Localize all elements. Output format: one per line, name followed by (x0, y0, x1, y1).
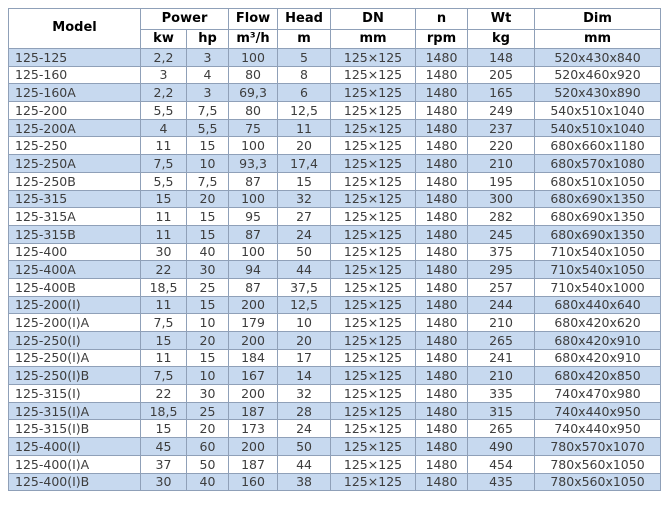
table-row (9, 349, 661, 367)
table-row (9, 385, 661, 403)
dim-cell: 520x430x890 (535, 84, 661, 102)
n-cell: 1480 (416, 49, 468, 67)
model-cell: 125-200(I)A (9, 314, 141, 332)
power-kw-cell: 11 (141, 137, 187, 155)
table-row (9, 84, 661, 102)
flow-cell: 95 (229, 208, 278, 226)
dn-cell: 125×125 (331, 367, 416, 385)
wt-cell: 490 (468, 438, 535, 456)
dim-cell: 520x430x840 (535, 49, 661, 67)
dn-cell: 125×125 (331, 385, 416, 403)
dn-cell: 125×125 (331, 420, 416, 438)
power-kw-cell: 2,2 (141, 49, 187, 67)
table-row (9, 172, 661, 190)
flow-cell: 179 (229, 314, 278, 332)
table-row (9, 402, 661, 420)
flow-cell: 187 (229, 402, 278, 420)
table-row (9, 278, 661, 296)
model-cell: 125-250B (9, 172, 141, 190)
flow-cell: 187 (229, 455, 278, 473)
model-cell: 125-250(I)B (9, 367, 141, 385)
power-hp-cell: 10 (187, 155, 229, 173)
model-cell: 125-400B (9, 278, 141, 296)
wt-cell: 454 (468, 455, 535, 473)
power-hp-cell: 10 (187, 314, 229, 332)
power-kw-cell: 7,5 (141, 314, 187, 332)
table-body (9, 49, 661, 491)
n-cell: 1480 (416, 367, 468, 385)
power-kw-cell: 15 (141, 332, 187, 350)
dn-cell: 125×125 (331, 332, 416, 350)
header-unit-n: rpm (416, 30, 468, 49)
head-cell: 8 (278, 66, 331, 84)
n-cell: 1480 (416, 172, 468, 190)
dn-cell: 125×125 (331, 225, 416, 243)
pump-spec-table (8, 8, 661, 491)
table-row (9, 314, 661, 332)
power-kw-cell: 7,5 (141, 155, 187, 173)
header-n: n (416, 9, 468, 30)
table-row (9, 367, 661, 385)
wt-cell: 375 (468, 243, 535, 261)
power-hp-cell: 30 (187, 385, 229, 403)
wt-cell: 282 (468, 208, 535, 226)
wt-cell: 244 (468, 296, 535, 314)
power-hp-cell: 3 (187, 49, 229, 67)
power-kw-cell: 4 (141, 119, 187, 137)
power-hp-cell: 25 (187, 402, 229, 420)
flow-cell: 94 (229, 261, 278, 279)
head-cell: 12,5 (278, 102, 331, 120)
power-kw-cell: 22 (141, 261, 187, 279)
n-cell: 1480 (416, 190, 468, 208)
dn-cell: 125×125 (331, 278, 416, 296)
head-cell: 24 (278, 225, 331, 243)
power-kw-cell: 15 (141, 190, 187, 208)
model-cell: 125-200(I) (9, 296, 141, 314)
power-hp-cell: 25 (187, 278, 229, 296)
table-row (9, 243, 661, 261)
head-cell: 37,5 (278, 278, 331, 296)
dn-cell: 125×125 (331, 155, 416, 173)
power-kw-cell: 15 (141, 420, 187, 438)
power-hp-cell: 20 (187, 190, 229, 208)
head-cell: 20 (278, 137, 331, 155)
flow-cell: 200 (229, 438, 278, 456)
head-cell: 12,5 (278, 296, 331, 314)
dn-cell: 125×125 (331, 402, 416, 420)
power-hp-cell: 7,5 (187, 172, 229, 190)
n-cell: 1480 (416, 314, 468, 332)
flow-cell: 75 (229, 119, 278, 137)
power-hp-cell: 7,5 (187, 102, 229, 120)
dim-cell: 740x440x950 (535, 420, 661, 438)
dim-cell: 520x460x920 (535, 66, 661, 84)
dim-cell: 680x510x1050 (535, 172, 661, 190)
table-row (9, 66, 661, 84)
power-kw-cell: 22 (141, 385, 187, 403)
dim-cell: 780x560x1050 (535, 455, 661, 473)
head-cell: 44 (278, 455, 331, 473)
power-hp-cell: 15 (187, 208, 229, 226)
table-row (9, 137, 661, 155)
dim-cell: 680x690x1350 (535, 208, 661, 226)
power-kw-cell: 45 (141, 438, 187, 456)
power-hp-cell: 60 (187, 438, 229, 456)
model-cell: 125-315B (9, 225, 141, 243)
dn-cell: 125×125 (331, 66, 416, 84)
flow-cell: 200 (229, 296, 278, 314)
table-row (9, 102, 661, 120)
n-cell: 1480 (416, 278, 468, 296)
head-cell: 32 (278, 385, 331, 403)
table-row (9, 438, 661, 456)
power-hp-cell: 4 (187, 66, 229, 84)
table-row (9, 420, 661, 438)
header-unit-dn: mm (331, 30, 416, 49)
table-row (9, 225, 661, 243)
dn-cell: 125×125 (331, 296, 416, 314)
dn-cell: 125×125 (331, 102, 416, 120)
power-kw-cell: 5,5 (141, 172, 187, 190)
n-cell: 1480 (416, 243, 468, 261)
wt-cell: 265 (468, 332, 535, 350)
n-cell: 1480 (416, 66, 468, 84)
model-cell: 125-250(I)A (9, 349, 141, 367)
dim-cell: 680x690x1350 (535, 190, 661, 208)
dim-cell: 680x420x910 (535, 349, 661, 367)
power-kw-cell: 5,5 (141, 102, 187, 120)
dim-cell: 680x690x1350 (535, 225, 661, 243)
header-unit-dim: mm (535, 30, 661, 49)
model-cell: 125-315(I)A (9, 402, 141, 420)
n-cell: 1480 (416, 137, 468, 155)
head-cell: 6 (278, 84, 331, 102)
power-kw-cell: 3 (141, 66, 187, 84)
dn-cell: 125×125 (331, 208, 416, 226)
header-row-titles (9, 9, 661, 30)
wt-cell: 210 (468, 155, 535, 173)
wt-cell: 205 (468, 66, 535, 84)
power-kw-cell: 37 (141, 455, 187, 473)
n-cell: 1480 (416, 438, 468, 456)
wt-cell: 245 (468, 225, 535, 243)
flow-cell: 87 (229, 278, 278, 296)
table-row (9, 208, 661, 226)
header-flow: Flow (229, 9, 278, 30)
n-cell: 1480 (416, 402, 468, 420)
model-cell: 125-400(I)A (9, 455, 141, 473)
flow-cell: 93,3 (229, 155, 278, 173)
power-hp-cell: 15 (187, 225, 229, 243)
dn-cell: 125×125 (331, 473, 416, 491)
power-hp-cell: 15 (187, 349, 229, 367)
power-hp-cell: 5,5 (187, 119, 229, 137)
flow-cell: 69,3 (229, 84, 278, 102)
power-hp-cell: 30 (187, 261, 229, 279)
table-header (9, 9, 661, 49)
flow-cell: 80 (229, 102, 278, 120)
model-cell: 125-315A (9, 208, 141, 226)
head-cell: 10 (278, 314, 331, 332)
n-cell: 1480 (416, 349, 468, 367)
head-cell: 14 (278, 367, 331, 385)
model-cell: 125-250(I) (9, 332, 141, 350)
dn-cell: 125×125 (331, 172, 416, 190)
model-cell: 125-125 (9, 49, 141, 67)
wt-cell: 249 (468, 102, 535, 120)
flow-cell: 160 (229, 473, 278, 491)
flow-cell: 87 (229, 172, 278, 190)
head-cell: 50 (278, 243, 331, 261)
model-cell: 125-400(I)B (9, 473, 141, 491)
power-hp-cell: 40 (187, 473, 229, 491)
wt-cell: 220 (468, 137, 535, 155)
power-kw-cell: 11 (141, 349, 187, 367)
head-cell: 20 (278, 332, 331, 350)
wt-cell: 300 (468, 190, 535, 208)
wt-cell: 148 (468, 49, 535, 67)
flow-cell: 100 (229, 137, 278, 155)
header-dim: Dim (535, 9, 661, 30)
flow-cell: 100 (229, 190, 278, 208)
n-cell: 1480 (416, 155, 468, 173)
table-row (9, 190, 661, 208)
wt-cell: 315 (468, 402, 535, 420)
n-cell: 1480 (416, 385, 468, 403)
flow-cell: 80 (229, 66, 278, 84)
dim-cell: 680x440x640 (535, 296, 661, 314)
n-cell: 1480 (416, 332, 468, 350)
n-cell: 1480 (416, 84, 468, 102)
power-hp-cell: 20 (187, 332, 229, 350)
dim-cell: 680x420x620 (535, 314, 661, 332)
power-kw-cell: 18,5 (141, 402, 187, 420)
power-kw-cell: 7,5 (141, 367, 187, 385)
n-cell: 1480 (416, 208, 468, 226)
n-cell: 1480 (416, 455, 468, 473)
header-unit-head: m (278, 30, 331, 49)
model-cell: 125-400 (9, 243, 141, 261)
table-row (9, 261, 661, 279)
dim-cell: 740x470x980 (535, 385, 661, 403)
power-kw-cell: 30 (141, 243, 187, 261)
dn-cell: 125×125 (331, 455, 416, 473)
dn-cell: 125×125 (331, 243, 416, 261)
header-unit-wt: kg (468, 30, 535, 49)
head-cell: 24 (278, 420, 331, 438)
wt-cell: 210 (468, 314, 535, 332)
wt-cell: 237 (468, 119, 535, 137)
model-cell: 125-400A (9, 261, 141, 279)
head-cell: 28 (278, 402, 331, 420)
model-cell: 125-200 (9, 102, 141, 120)
n-cell: 1480 (416, 420, 468, 438)
header-unit-flow: m³/h (229, 30, 278, 49)
power-hp-cell: 20 (187, 420, 229, 438)
head-cell: 27 (278, 208, 331, 226)
head-cell: 17,4 (278, 155, 331, 173)
n-cell: 1480 (416, 225, 468, 243)
dn-cell: 125×125 (331, 190, 416, 208)
model-cell: 125-400(I) (9, 438, 141, 456)
dn-cell: 125×125 (331, 49, 416, 67)
flow-cell: 87 (229, 225, 278, 243)
head-cell: 5 (278, 49, 331, 67)
wt-cell: 295 (468, 261, 535, 279)
n-cell: 1480 (416, 102, 468, 120)
table-row (9, 455, 661, 473)
wt-cell: 165 (468, 84, 535, 102)
model-cell: 125-315 (9, 190, 141, 208)
power-kw-cell: 2,2 (141, 84, 187, 102)
header-wt: Wt (468, 9, 535, 30)
n-cell: 1480 (416, 261, 468, 279)
dn-cell: 125×125 (331, 84, 416, 102)
wt-cell: 265 (468, 420, 535, 438)
table-row (9, 119, 661, 137)
model-cell: 125-250 (9, 137, 141, 155)
wt-cell: 195 (468, 172, 535, 190)
wt-cell: 335 (468, 385, 535, 403)
head-cell: 38 (278, 473, 331, 491)
model-cell: 125-250A (9, 155, 141, 173)
head-cell: 17 (278, 349, 331, 367)
flow-cell: 200 (229, 385, 278, 403)
power-kw-cell: 11 (141, 225, 187, 243)
header-dn: DN (331, 9, 416, 30)
table-row (9, 296, 661, 314)
dim-cell: 710x540x1000 (535, 278, 661, 296)
dim-cell: 540x510x1040 (535, 102, 661, 120)
dn-cell: 125×125 (331, 438, 416, 456)
dn-cell: 125×125 (331, 349, 416, 367)
dn-cell: 125×125 (331, 261, 416, 279)
head-cell: 15 (278, 172, 331, 190)
power-hp-cell: 15 (187, 296, 229, 314)
table-row (9, 155, 661, 173)
dn-cell: 125×125 (331, 314, 416, 332)
n-cell: 1480 (416, 296, 468, 314)
header-model: Model (9, 9, 141, 49)
model-cell: 125-160 (9, 66, 141, 84)
wt-cell: 257 (468, 278, 535, 296)
dim-cell: 710x540x1050 (535, 243, 661, 261)
flow-cell: 173 (229, 420, 278, 438)
dim-cell: 680x420x910 (535, 332, 661, 350)
wt-cell: 435 (468, 473, 535, 491)
dn-cell: 125×125 (331, 137, 416, 155)
table-row (9, 473, 661, 491)
wt-cell: 241 (468, 349, 535, 367)
dim-cell: 680x420x850 (535, 367, 661, 385)
head-cell: 44 (278, 261, 331, 279)
head-cell: 11 (278, 119, 331, 137)
flow-cell: 167 (229, 367, 278, 385)
power-hp-cell: 10 (187, 367, 229, 385)
power-hp-cell: 50 (187, 455, 229, 473)
dim-cell: 780x570x1070 (535, 438, 661, 456)
dim-cell: 540x510x1040 (535, 119, 661, 137)
power-kw-cell: 11 (141, 296, 187, 314)
flow-cell: 200 (229, 332, 278, 350)
header-power: Power (141, 9, 229, 30)
power-kw-cell: 11 (141, 208, 187, 226)
dim-cell: 780x560x1050 (535, 473, 661, 491)
flow-cell: 100 (229, 243, 278, 261)
dim-cell: 680x570x1080 (535, 155, 661, 173)
power-hp-cell: 3 (187, 84, 229, 102)
model-cell: 125-315(I)B (9, 420, 141, 438)
head-cell: 32 (278, 190, 331, 208)
wt-cell: 210 (468, 367, 535, 385)
power-hp-cell: 15 (187, 137, 229, 155)
dim-cell: 680x660x1180 (535, 137, 661, 155)
model-cell: 125-160A (9, 84, 141, 102)
power-kw-cell: 30 (141, 473, 187, 491)
n-cell: 1480 (416, 473, 468, 491)
dim-cell: 740x440x950 (535, 402, 661, 420)
table-row (9, 332, 661, 350)
model-cell: 125-315(I) (9, 385, 141, 403)
head-cell: 50 (278, 438, 331, 456)
flow-cell: 100 (229, 49, 278, 67)
model-cell: 125-200A (9, 119, 141, 137)
flow-cell: 184 (229, 349, 278, 367)
dn-cell: 125×125 (331, 119, 416, 137)
header-unit-hp: hp (187, 30, 229, 49)
n-cell: 1480 (416, 119, 468, 137)
dim-cell: 710x540x1050 (535, 261, 661, 279)
header-unit-kw: kw (141, 30, 187, 49)
header-head: Head (278, 9, 331, 30)
table-row (9, 49, 661, 67)
power-kw-cell: 18,5 (141, 278, 187, 296)
power-hp-cell: 40 (187, 243, 229, 261)
